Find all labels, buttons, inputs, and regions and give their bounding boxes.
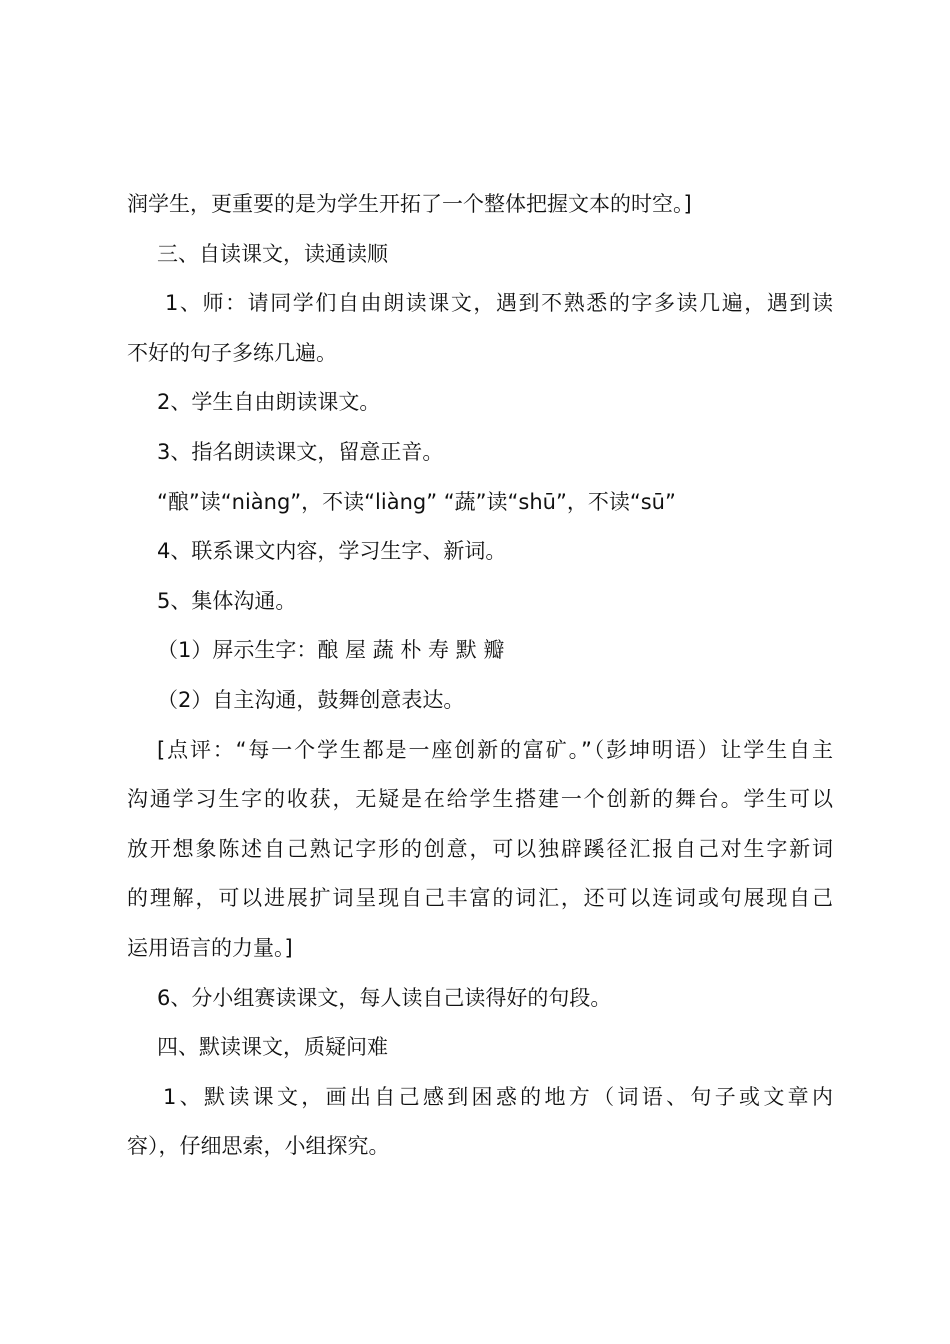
paragraph-line: 4、联系课文内容，学习生字、新词。 (157, 539, 507, 564)
pronunciation-note: “酿”读“niàng”，不读“liàng” “蔬”读“shū”，不读“sū” (157, 489, 676, 514)
section-heading: 三、自读课文，读通读顺 (157, 241, 388, 266)
comment-line: [点评：“每一个学生都是一座创新的富矿。”（彭坤明语）让学生自主 (157, 737, 833, 762)
paragraph-line: 不好的句子多练几遍。 (127, 340, 337, 365)
section-heading: 四、默读课文，质疑问难 (157, 1035, 388, 1060)
new-characters-line: （1）屏示生字：酿 屋 蔬 朴 寿 默 瓣 (157, 638, 505, 663)
comment-line: 运用语言的力量。] (127, 935, 293, 960)
comment-line: 的理解，可以进展扩词呈现自己丰富的词汇，还可以连词或句展现自己 (127, 886, 833, 911)
paragraph-line: 1、默读课文，画出自己感到困惑的地方（词语、句子或文章内 (163, 1084, 833, 1109)
paragraph-line: 5、集体沟通。 (157, 588, 297, 613)
document-body (127, 180, 833, 1172)
paragraph-line: 2、学生自由朗读课文。 (157, 390, 381, 415)
paragraph-line: 润学生，更重要的是为学生开拓了一个整体把握文本的时空。] (127, 192, 692, 216)
paragraph-line: 3、指名朗读课文，留意正音。 (157, 439, 444, 464)
comment-line: 放开想象陈述自己熟记字形的创意，可以独辟蹊径汇报自己对生字新词 (127, 836, 833, 861)
paragraph-line: 容），仔细思索，小组探究。 (127, 1134, 390, 1159)
paragraph-line: 1、师：请同学们自由朗读课文，遇到不熟悉的字多读几遍，遇到读 (165, 291, 833, 316)
paragraph-line: 6、分小组赛读课文，每人读自己读得好的句段。 (157, 985, 612, 1010)
comment-line: 沟通学习生字的收获，无疑是在给学生搭建一个创新的舞台。学生可以 (127, 787, 833, 812)
paragraph-line: （2）自主沟通，鼓舞创意表达。 (157, 687, 465, 712)
